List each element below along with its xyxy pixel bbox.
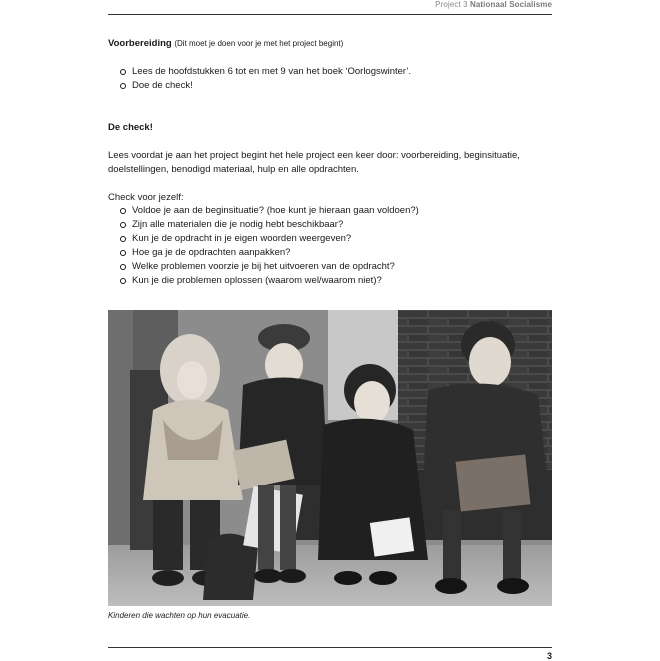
circle-bullet-icon	[120, 222, 126, 228]
voorbereiding-note: (Dit moet je doen voor je met het project begint)	[174, 39, 344, 48]
list-item-text: Hoe ga je de opdrachten aanpakken?	[132, 247, 291, 258]
list-item-text: Kun je die problemen oplossen (waarom wel/waarom niet)?	[132, 275, 382, 286]
list-item-text: Zijn alle materialen die je nodig hebt beschikbaar?	[132, 219, 344, 230]
list-item-text: Welke problemen voorzie je bij het uitvoeren van de opdracht?	[132, 261, 395, 272]
list-item	[120, 232, 419, 246]
evacuation-photo-illustration	[108, 310, 552, 606]
circle-bullet-icon	[120, 278, 126, 284]
circle-bullet-icon	[120, 250, 126, 256]
page-number: 3	[546, 651, 552, 661]
voorbereiding-title: Voorbereiding	[108, 38, 172, 49]
bottom-rule	[108, 647, 552, 648]
list-item	[120, 204, 419, 218]
list-item-text: Lees de hoofdstukken 6 tot en met 9 van het boek ‘Oorlogswinter’.	[132, 66, 412, 77]
photo-caption: Kinderen die wachten op hun evacuatie.	[108, 611, 251, 620]
header-title: Nationaal Socialisme	[469, 0, 552, 9]
circle-bullet-icon	[120, 264, 126, 270]
header-project: Project 3	[435, 0, 468, 9]
list-item	[120, 274, 419, 288]
top-rule	[108, 14, 552, 15]
list-item-text: Doe de check!	[132, 80, 193, 91]
evacuation-photo	[108, 310, 552, 606]
list-item-text: Voldoe je aan de beginsituatie? (hoe kunt je hieraan gaan voldoen?)	[132, 205, 419, 216]
list-item	[120, 79, 411, 93]
list-item	[120, 246, 419, 260]
list-item	[120, 65, 411, 79]
check-list	[120, 204, 419, 288]
voorbereiding-heading	[108, 38, 343, 49]
list-item	[120, 260, 419, 274]
check-self-label: Check voor jezelf:	[108, 192, 184, 203]
list-item	[120, 218, 419, 232]
circle-bullet-icon	[120, 236, 126, 242]
circle-bullet-icon	[120, 69, 126, 75]
check-title: De check!	[108, 122, 153, 133]
circle-bullet-icon	[120, 83, 126, 89]
voorbereiding-list	[120, 65, 411, 93]
list-item-text: Kun je de opdracht in je eigen woorden weergeven?	[132, 233, 352, 244]
circle-bullet-icon	[120, 208, 126, 214]
check-heading	[108, 122, 153, 133]
running-header	[435, 0, 552, 9]
check-intro: Lees voordat je aan het project begint het hele project een keer door: voorbereiding, beginsituatie, doelstellingen, benodigd materiaal, hulp en alle opdrachten.	[108, 150, 520, 175]
